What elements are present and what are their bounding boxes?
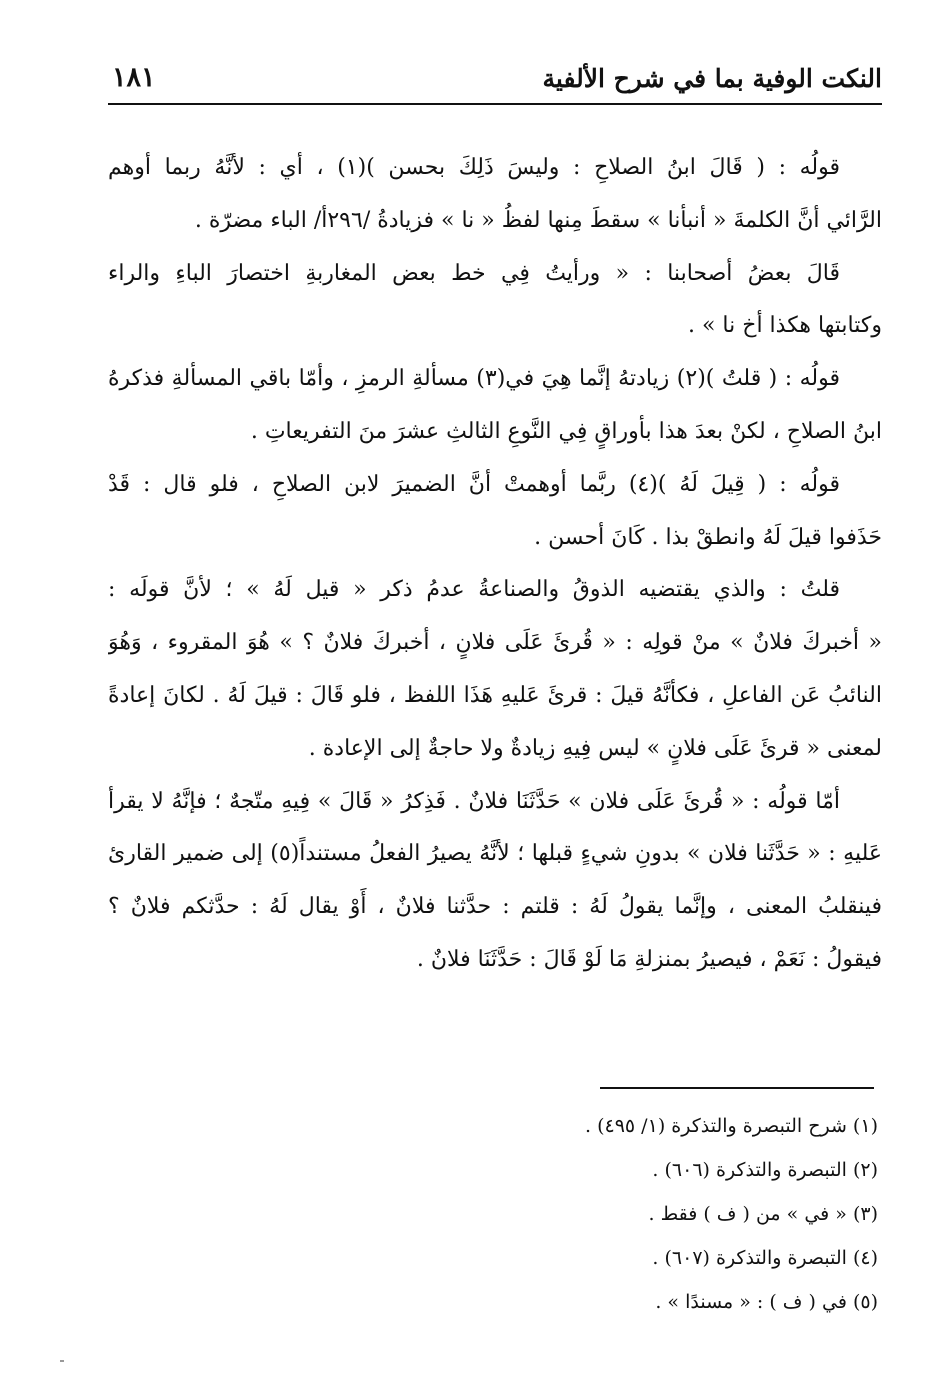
text-line: فيقولُ : نَعَمْ ، فيصيرُ بمنزلةِ مَا لَوْ قَالَ : حَدَّثَنَا فلانٌ . <box>416 946 882 972</box>
page-number: ١٨١ <box>112 62 156 93</box>
footnote-separator <box>600 1087 874 1089</box>
footnote: (٥) في ( ف ) : « مسندًا » . <box>655 1291 878 1313</box>
text-line: أمّا قولُه : « قُرئَ عَلَى فلان » حَدَّثَنَا فلانٌ . فَذِكرُ « قَالَ » فِيهِ متّجهٌ ؛ فإنَّهُ لا يقرأ <box>108 788 840 814</box>
text-line: عَليهِ : « حَدَّثَنا فلان » بدونِ شيءٍ قبلها ؛ لأنَّهُ يصيرُ الفعلُ مستنداً(٥) إلى ضمير القارئ <box>108 841 882 867</box>
text-line: حَذَفوا قيلَ لَهُ وانطقْ بذا . كَانَ أحسن . <box>534 524 882 550</box>
footnote: (١) شرح التبصرة والتذكرة (١/ ٤٩٥) . <box>585 1115 878 1137</box>
text-line: وكتابتها هكذا أخ نا » . <box>687 313 882 339</box>
text-line: الرَّائي أنَّ الكلمةَ « أنبأنا » سقطَ مِنها لفظُ « نا » فزيادةُ /٢٩٦أ/ الباء مضرّة . <box>194 207 882 233</box>
text-line: النائبُ عَن الفاعلِ ، فكأنَّهُ قيلَ : قرئَ عَليهِ هَذَا اللفظ ، فلو قَالَ : قيلَ لَهُ . لكانَ إعادةً <box>108 682 882 708</box>
text-line: فينقلبُ المعنى ، وإنَّما يقولُ لَهُ : قلتم : حدَّثنا فلانٌ ، أَوْ يقال لَهُ : حدَّثكم فلانٌ ؟ <box>108 894 882 920</box>
footnote: (٤) التبصرة والتذكرة (٦٠٧) . <box>652 1247 878 1269</box>
text-line: « أخبركَ فلانٌ » منْ قولِه : « قُرئَ عَلَى فلانٍ ، أخبركَ فلانٌ ؟ » هُوَ المقروء ، وَهُوَ <box>108 630 882 656</box>
footnote: (٢) التبصرة والتذكرة (٦٠٦) . <box>652 1159 878 1181</box>
text-line: قلتُ : والذي يقتضيه الذوقُ والصناعةُ عدمُ ذكر « قيل لَهُ » ؛ لأنَّ قولَه : <box>108 577 840 603</box>
text-line: لمعنى « قرئَ عَلَى فلانٍ » ليس فِيهِ زيادةٌ ولا حاجةٌ إلى الإعادة . <box>308 735 882 761</box>
text-line: قَالَ بعضُ أصحابنا : « ورأيتُ فِي خط بعض المغاربةِ اختصارَ الباءِ والراء <box>108 260 840 286</box>
text-line: قولُه : ( قَالَ ابنُ الصلاحِ : وليسَ ذَلِكَ بحسن )(١) ، أي : لأنَّهُ ربما أوهم <box>108 155 840 180</box>
footnote: (٣) « في » من ( ف ) فقط . <box>648 1203 878 1225</box>
text-line: ابنُ الصلاحِ ، لكنْ بعدَ هذا بأوراقٍ فِي النَّوعِ الثالثِ عشرَ منَ التفريعاتِ . <box>250 418 882 444</box>
text-line: قولُه : ( قِيلَ لَهُ )(٤) ربَّما أوهمتْ أنَّ الضميرَ لابن الصلاحِ ، فلو قال : قَدْ <box>108 471 840 497</box>
text-line: قولُه : ( قلتُ )(٢) زيادتهُ إنَّما هِيَ في(٣) مسألةِ الرمزِ ، وأمّا باقي المسألةِ فذكرهُ <box>108 366 840 392</box>
header-rule <box>108 103 882 105</box>
scan-speck <box>60 1360 64 1362</box>
body-text <box>108 142 882 987</box>
footnotes <box>108 1104 878 1324</box>
running-title: النكت الوفية بما في شرح الألفية <box>542 64 882 93</box>
page-header <box>108 56 882 102</box>
